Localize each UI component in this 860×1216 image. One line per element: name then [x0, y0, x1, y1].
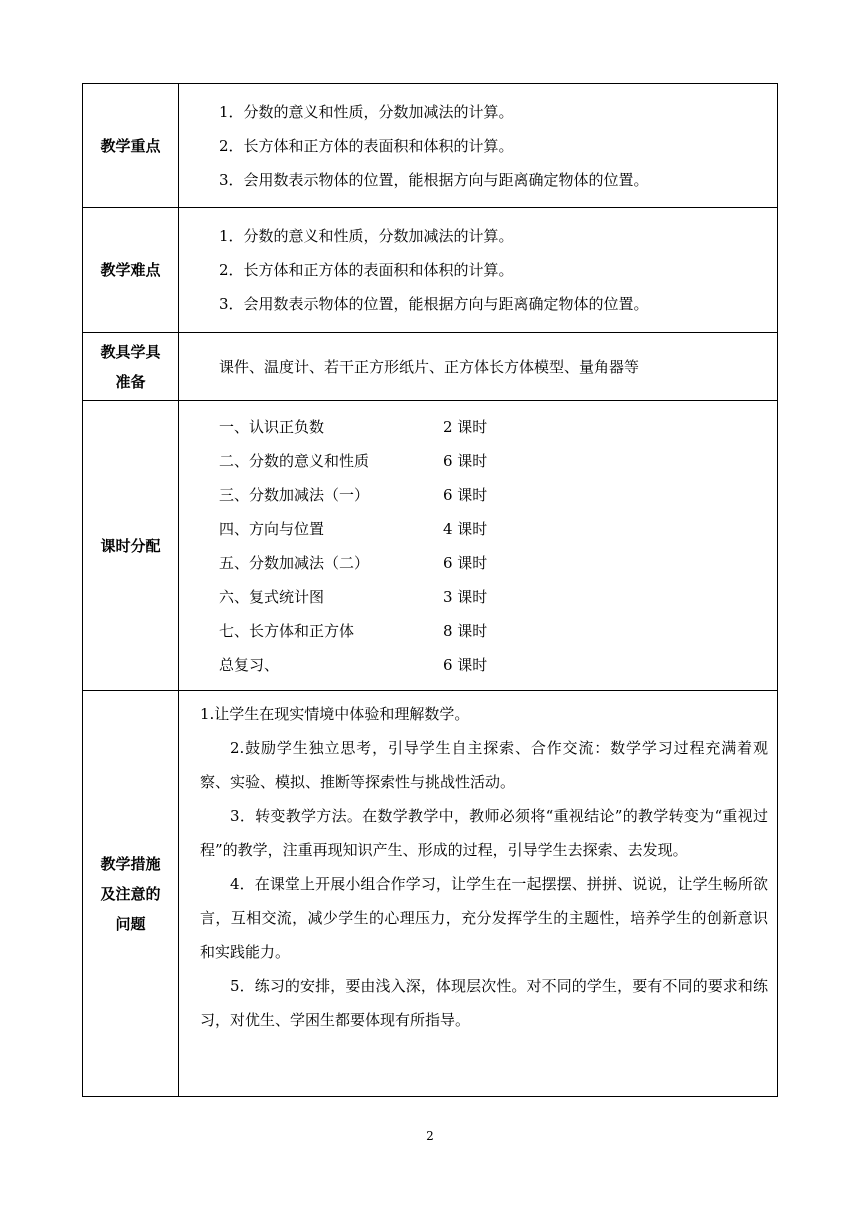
difficulties-content [179, 208, 778, 333]
lesson-name: 七、长方体和正方体 [219, 621, 355, 640]
measures-label-line3: 问题 [115, 914, 146, 933]
key-points-content [179, 84, 778, 208]
key-point-item: 1．分数的意义和性质，分数加减法的计算。 [219, 102, 514, 121]
materials-content [179, 333, 778, 401]
materials-label-line1: 教具学具 [100, 342, 161, 361]
lesson-name: 五、分数加减法（二） [219, 553, 370, 572]
lesson-name: 二、分数的意义和性质 [219, 451, 370, 470]
schedule-item [219, 512, 763, 546]
row-measures [83, 691, 778, 1097]
measure-paragraph: 1.让学生在现实情境中体验和理解数学。 [200, 705, 470, 723]
lesson-hours: 6 课时 [443, 485, 488, 504]
lesson-hours: 2 课时 [443, 417, 488, 436]
schedule-item [219, 580, 763, 614]
lesson-hours: 6 课时 [443, 655, 488, 674]
schedule-item [219, 546, 763, 580]
lesson-name: 六、复式统计图 [219, 587, 325, 606]
schedule-item [219, 410, 763, 444]
lesson-hours: 3 课时 [443, 587, 488, 606]
lesson-plan-table [82, 83, 778, 1097]
lesson-name: 一、认识正负数 [219, 417, 325, 436]
lesson-hours: 8 课时 [443, 621, 488, 640]
key-points-label: 教学重点 [83, 84, 179, 208]
difficulties-label: 教学难点 [83, 208, 179, 333]
schedule-item [219, 444, 763, 478]
lesson-hours: 6 课时 [443, 553, 488, 572]
materials-text: 课件、温度计、若干正方形纸片、正方体长方体模型、量角器等 [219, 357, 640, 376]
measures-label-line1: 教学措施 [100, 854, 161, 873]
row-materials [83, 333, 778, 401]
row-key-points [83, 84, 778, 208]
difficulty-item: 2．长方体和正方体的表面积和体积的计算。 [219, 261, 514, 279]
measures-label-line2: 及注意的 [100, 884, 161, 903]
difficulty-item: 3．会用数表示物体的位置，能根据方向与距离确定物体的位置。 [219, 295, 649, 313]
measures-label [83, 691, 179, 1097]
lesson-name: 三、分数加减法（一） [219, 485, 370, 504]
lesson-name: 总复习、 [219, 655, 280, 674]
row-schedule [83, 401, 778, 691]
lesson-hours: 4 课时 [443, 519, 488, 538]
lesson-name: 四、方向与位置 [219, 519, 325, 538]
schedule-content [179, 401, 778, 691]
materials-label [83, 333, 179, 401]
row-difficulties [83, 208, 778, 333]
difficulty-item: 1．分数的意义和性质，分数加减法的计算。 [219, 227, 514, 245]
measure-paragraph: 4．在课堂上开展小组合作学习，让学生在一起摆摆、拼拼、说说，让学生畅所欲言，互相交流，减少学生的心理压力，充分发挥学生的主题性，培养学生的创新意识和实践能力。 [200, 875, 768, 961]
schedule-item [219, 614, 763, 648]
page-number: 2 [426, 1129, 434, 1143]
schedule-item [219, 478, 763, 512]
measure-paragraph: 2.鼓励学生独立思考，引导学生自主探索、合作交流：数学学习过程充满着观察、实验、模拟、推断等探索性与挑战性活动。 [200, 739, 768, 791]
lesson-hours: 6 课时 [443, 451, 488, 470]
schedule-label: 课时分配 [83, 401, 179, 691]
schedule-item [219, 648, 763, 682]
key-point-item: 3．会用数表示物体的位置，能根据方向与距离确定物体的位置。 [219, 170, 649, 189]
measure-paragraph: 3．转变教学方法。在数学教学中，教师必须将“重视结论”的教学转变为“重视过程”的教学，注重再现知识产生、形成的过程，引导学生去探索、去发现。 [200, 807, 768, 859]
measures-content [179, 691, 778, 1097]
measure-paragraph: 5．练习的安排，要由浅入深，体现层次性。对不同的学生，要有不同的要求和练习，对优生、学困生都要体现有所指导。 [200, 977, 768, 1029]
materials-label-line2: 准备 [115, 372, 146, 391]
key-point-item: 2．长方体和正方体的表面积和体积的计算。 [219, 136, 514, 155]
